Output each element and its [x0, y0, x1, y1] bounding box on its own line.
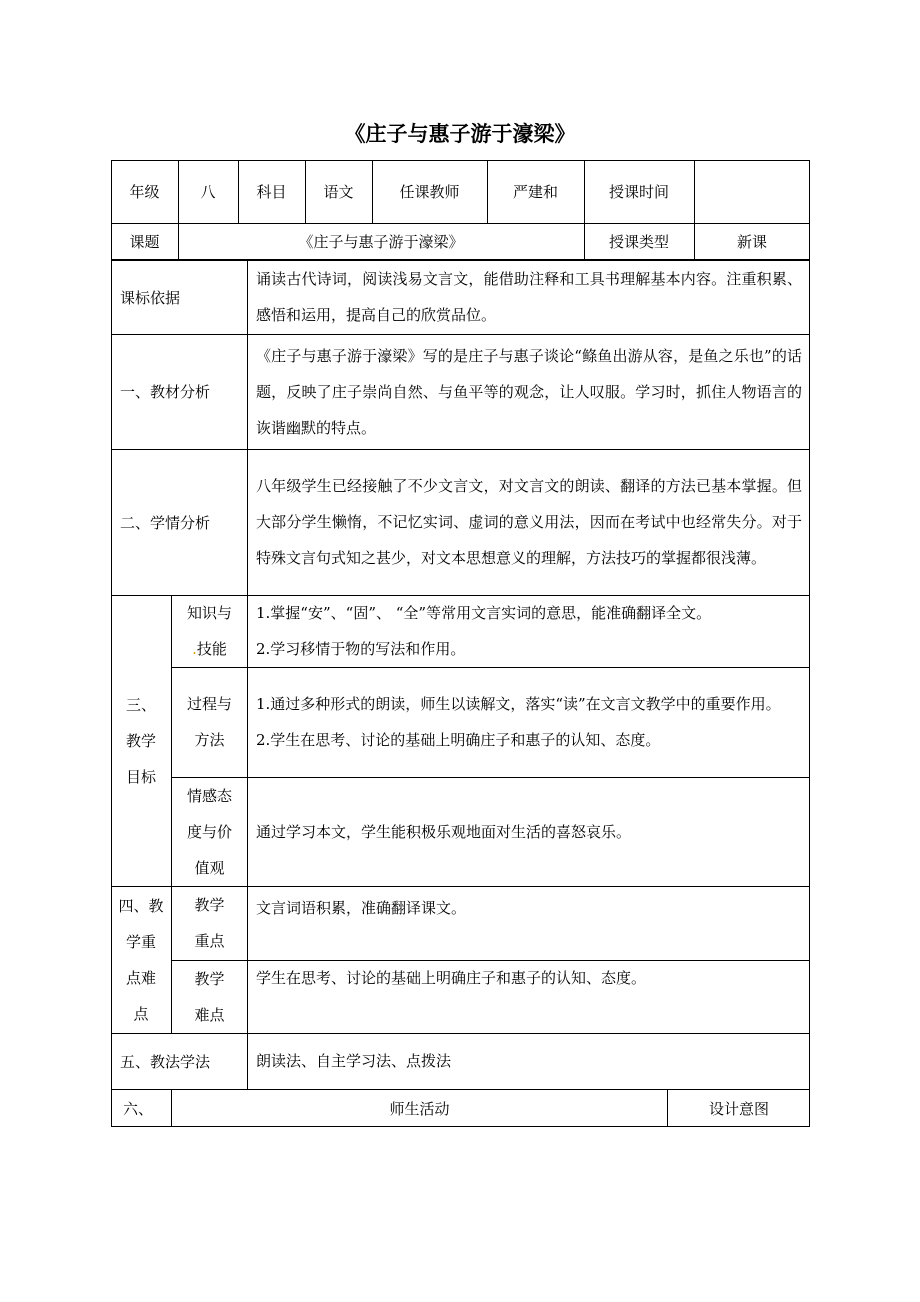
subject-label: 科目 — [256, 183, 287, 201]
objectives-label-line: 教学 — [125, 731, 156, 750]
process-method-label: 过程与 方法 — [186, 695, 232, 749]
topic-value: 《庄子与惠子游于濠梁》 — [298, 233, 464, 251]
subject-value: 语文 — [323, 183, 354, 201]
teacher-value: 严建和 — [512, 183, 558, 201]
objectives-label — [111, 595, 171, 886]
teacher-label: 任课教师 — [399, 183, 460, 201]
intent-header: 设计意图 — [708, 1099, 769, 1118]
objectives-label-line: 目标 — [125, 767, 156, 786]
material-analysis-label: 一、教材分析 — [120, 383, 211, 401]
knowledge-text — [248, 595, 719, 667]
type-label: 授课类型 — [608, 233, 669, 251]
key-points-label: 四、教 学重 点难 点 — [118, 896, 164, 1023]
process-row-label: 六、 — [123, 1099, 154, 1118]
focus-label: 教学 重点 — [194, 896, 225, 950]
grade-value: 八 — [200, 183, 216, 201]
dot-mark: . — [192, 640, 197, 658]
topic-label: 课题 — [129, 233, 160, 251]
methods-text: 朗读法、自主学习法、点拨法 — [256, 1052, 452, 1070]
basis-label: 课标依据 — [120, 288, 181, 307]
student-analysis-text: 八年级学生已经接触了不少文言文，对文言文的朗读、翻译的方法已基本掌握。但大部分学生懒惰，不记忆实词、虚词的意义用法，因而在考试中也经常失分。对于特殊文言句式知之甚少，对文本思想意义的理解，方法技巧的掌握都很浅薄。 — [256, 477, 802, 567]
process-method-text — [248, 686, 789, 758]
activity-header: 师生活动 — [389, 1099, 450, 1118]
time-label: 授课时间 — [608, 183, 669, 201]
grade-label: 年级 — [129, 183, 160, 201]
focus-text: 文言词语积累，准确翻译课文。 — [256, 899, 467, 917]
difficulty-text: 学生在思考、讨论的基础上明确庄子和惠子的认知、态度。 — [256, 969, 647, 987]
process-item: 1.通过多种形式的朗读，师生以读解文，落实“读”在文言文教学中的重要作用。 — [256, 695, 781, 713]
objectives-label-line: 三、 — [125, 695, 156, 714]
material-analysis-text: 《庄子与惠子游于濠梁》写的是庄子与惠子谈论“鲦鱼出游从容，是鱼之乐也”的话题，反映了庄子崇尚自然、与鱼平等的观念，让人叹服。学习时，抓住人物语言的诙谐幽默的特点。 — [256, 346, 802, 437]
process-item: 2.学生在思考、讨论的基础上明确庄子和惠子的认知、态度。 — [256, 731, 661, 749]
knowledge-label: 知识与 .技能 — [186, 604, 232, 658]
emotion-text: 通过学习本文，学生能积极乐观地面对生活的喜怒哀乐。 — [256, 822, 632, 841]
type-value: 新课 — [736, 233, 767, 251]
student-analysis-label: 二、学情分析 — [120, 513, 211, 532]
knowledge-item: 2.学习移情于物的写法和作用。 — [256, 640, 466, 658]
difficulty-label: 教学 难点 — [194, 969, 225, 1024]
document-title: 《庄子与惠子游于濠梁》 — [344, 121, 576, 146]
basis-text: 诵读古代诗词，阅读浅易文言文，能借助注释和工具书理解基本内容。注重积累、感悟和运用，提高自己的欣赏品位。 — [256, 270, 802, 324]
knowledge-item: 1.掌握“安”、“固”、 “全”等常用文言实词的意思，能准确翻译全文。 — [256, 604, 712, 622]
methods-label: 五、教法学法 — [120, 1052, 211, 1071]
emotion-label: 情感态 度与价 值观 — [186, 786, 232, 877]
time-value — [694, 160, 810, 223]
